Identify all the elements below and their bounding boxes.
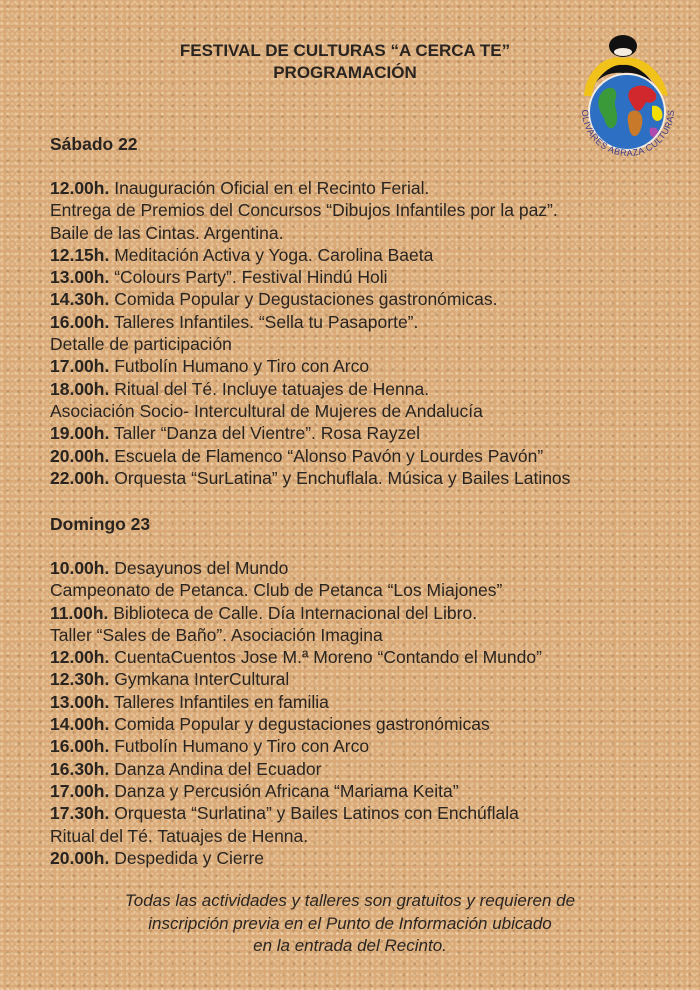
schedule-text: Danza Andina del Ecuador — [109, 758, 322, 779]
program-subtitle: PROGRAMACIÓN — [273, 63, 417, 82]
schedule-item — [50, 400, 690, 422]
schedule-item — [50, 222, 690, 244]
schedule-text: Orquesta “Surlatina” y Bailes Latinos con Enchúflala — [109, 803, 519, 824]
schedule-text: Danza y Percusión Africana “Mariama Keita” — [109, 780, 459, 801]
schedule-text: Taller “Danza del Vientre”. Rosa Rayzel — [109, 423, 420, 444]
schedule-item — [50, 177, 690, 199]
schedule-item — [50, 199, 690, 221]
schedule-item — [50, 668, 690, 690]
schedule-item — [50, 266, 690, 288]
schedule-time: 20.00h. — [50, 445, 110, 466]
schedule-item — [50, 467, 690, 489]
schedule-time: 22.00h. — [50, 467, 110, 488]
schedule-item — [50, 624, 690, 646]
schedule-text: Talleres Infantiles. “Sella tu Pasaporte”. — [109, 311, 419, 332]
schedule-list — [50, 557, 690, 869]
schedule-text: Detalle de participación — [50, 334, 232, 355]
schedule-time: 16.00h. — [50, 736, 110, 757]
schedule-time: 18.00h. — [50, 378, 110, 399]
schedule-time: 12.30h. — [50, 669, 110, 690]
schedule-time: 12.00h. — [50, 647, 110, 668]
schedule-text: Meditación Activa y Yoga. Carolina Baeta — [109, 244, 434, 265]
schedule-list — [50, 177, 690, 489]
schedule-text: Escuela de Flamenco “Alonso Pavón y Lourdes Pavón” — [109, 445, 544, 466]
schedule-text: Talleres Infantiles en familia — [109, 691, 329, 712]
day-title: Domingo 23 — [50, 514, 151, 534]
schedule-text: Biblioteca de Calle. Día Internacional del Libro. — [108, 602, 478, 623]
schedule-text: Asociación Socio- Intercultural de Mujeres de Andalucía — [50, 400, 483, 421]
schedule-text: Entrega de Premios del Concursos “Dibujos Infantiles por la paz”. — [50, 200, 558, 221]
schedule-text: Ritual del Té. Tatuajes de Henna. — [50, 825, 309, 846]
schedule-item — [50, 288, 690, 310]
schedule-time: 12.15h. — [50, 244, 110, 265]
schedule-text: Comida Popular y degustaciones gastronómicas — [109, 714, 490, 735]
schedule-time: 16.00h. — [50, 311, 110, 332]
day-section-sunday — [50, 513, 690, 869]
schedule-time: 11.00h. — [50, 602, 109, 623]
schedule-time: 19.00h. — [50, 423, 110, 444]
footer-line: Todas las actividades y talleres son gratuitos y requieren de — [124, 891, 576, 910]
schedule-text: Despedida y Cierre — [109, 847, 265, 868]
schedule-time: 13.00h. — [50, 267, 110, 288]
festival-title: FESTIVAL DE CULTURAS “A CERCA TE” — [179, 41, 511, 60]
schedule-item — [50, 825, 690, 847]
schedule-item — [50, 758, 690, 780]
schedule-item — [50, 602, 690, 624]
schedule-time: 20.00h. — [50, 847, 110, 868]
schedule-item — [50, 646, 690, 668]
schedule-time: 10.00h. — [50, 558, 110, 578]
schedule-text: Campeonato de Petanca. Club de Petanca “Los Miajones” — [50, 580, 503, 601]
schedule-text: Taller “Sales de Baño”. Asociación Imagina — [50, 624, 383, 645]
schedule-time: 17.00h. — [50, 356, 110, 377]
schedule-item — [50, 847, 690, 869]
schedule-item — [50, 735, 690, 757]
schedule-item — [50, 378, 690, 400]
footer-note — [0, 890, 700, 958]
schedule-text: Ritual del Té. Incluye tatuajes de Henna. — [109, 378, 430, 399]
schedule-time: 13.00h. — [50, 691, 110, 712]
schedule-time: 16.30h. — [50, 758, 110, 779]
schedule-text: Inauguración Oficial en el Recinto Ferial. — [109, 178, 430, 198]
schedule-item — [50, 311, 690, 333]
schedule-item — [50, 244, 690, 266]
schedule-item — [50, 780, 690, 802]
schedule-time: 12.00h. — [50, 178, 110, 198]
schedule-item — [50, 579, 690, 601]
schedule-text: Gymkana InterCultural — [109, 669, 290, 690]
schedule-time: 14.30h. — [50, 289, 110, 310]
schedule-time: 17.30h. — [50, 803, 110, 824]
schedule-text: “Colours Party”. Festival Hindú Holi — [109, 267, 388, 288]
schedule-text: Futbolín Humano y Tiro con Arco — [109, 356, 370, 377]
schedule-item — [50, 333, 690, 355]
schedule-text: Comida Popular y Degustaciones gastronómicas. — [109, 289, 498, 310]
schedule-time: 14.00h. — [50, 714, 110, 735]
day-title: Sábado 22 — [50, 134, 138, 154]
schedule-item — [50, 557, 690, 579]
schedule-text: Baile de las Cintas. Argentina. — [50, 222, 284, 243]
schedule-item — [50, 355, 690, 377]
schedule-item — [50, 445, 690, 467]
schedule-text: Orquesta “SurLatina” y Enchuflala. Música y Bailes Latinos — [109, 467, 571, 488]
schedule-item — [50, 422, 690, 444]
footer-line: en la entrada del Recinto. — [253, 936, 447, 955]
schedule-item — [50, 802, 690, 824]
logo-text: OLIVARES ABRAZA CULTURAS — [579, 109, 677, 159]
schedule-text: Desayunos del Mundo — [109, 558, 289, 578]
schedule-item — [50, 691, 690, 713]
schedule-text: Futbolín Humano y Tiro con Arco — [109, 736, 370, 757]
schedule-item — [50, 713, 690, 735]
footer-line: inscripción previa en el Punto de Información ubicado — [148, 913, 552, 933]
schedule-time: 17.00h. — [50, 780, 110, 801]
day-section-saturday — [50, 133, 690, 489]
schedule-text: CuentaCuentos Jose M.ª Moreno “Contando el Mundo” — [109, 647, 542, 668]
